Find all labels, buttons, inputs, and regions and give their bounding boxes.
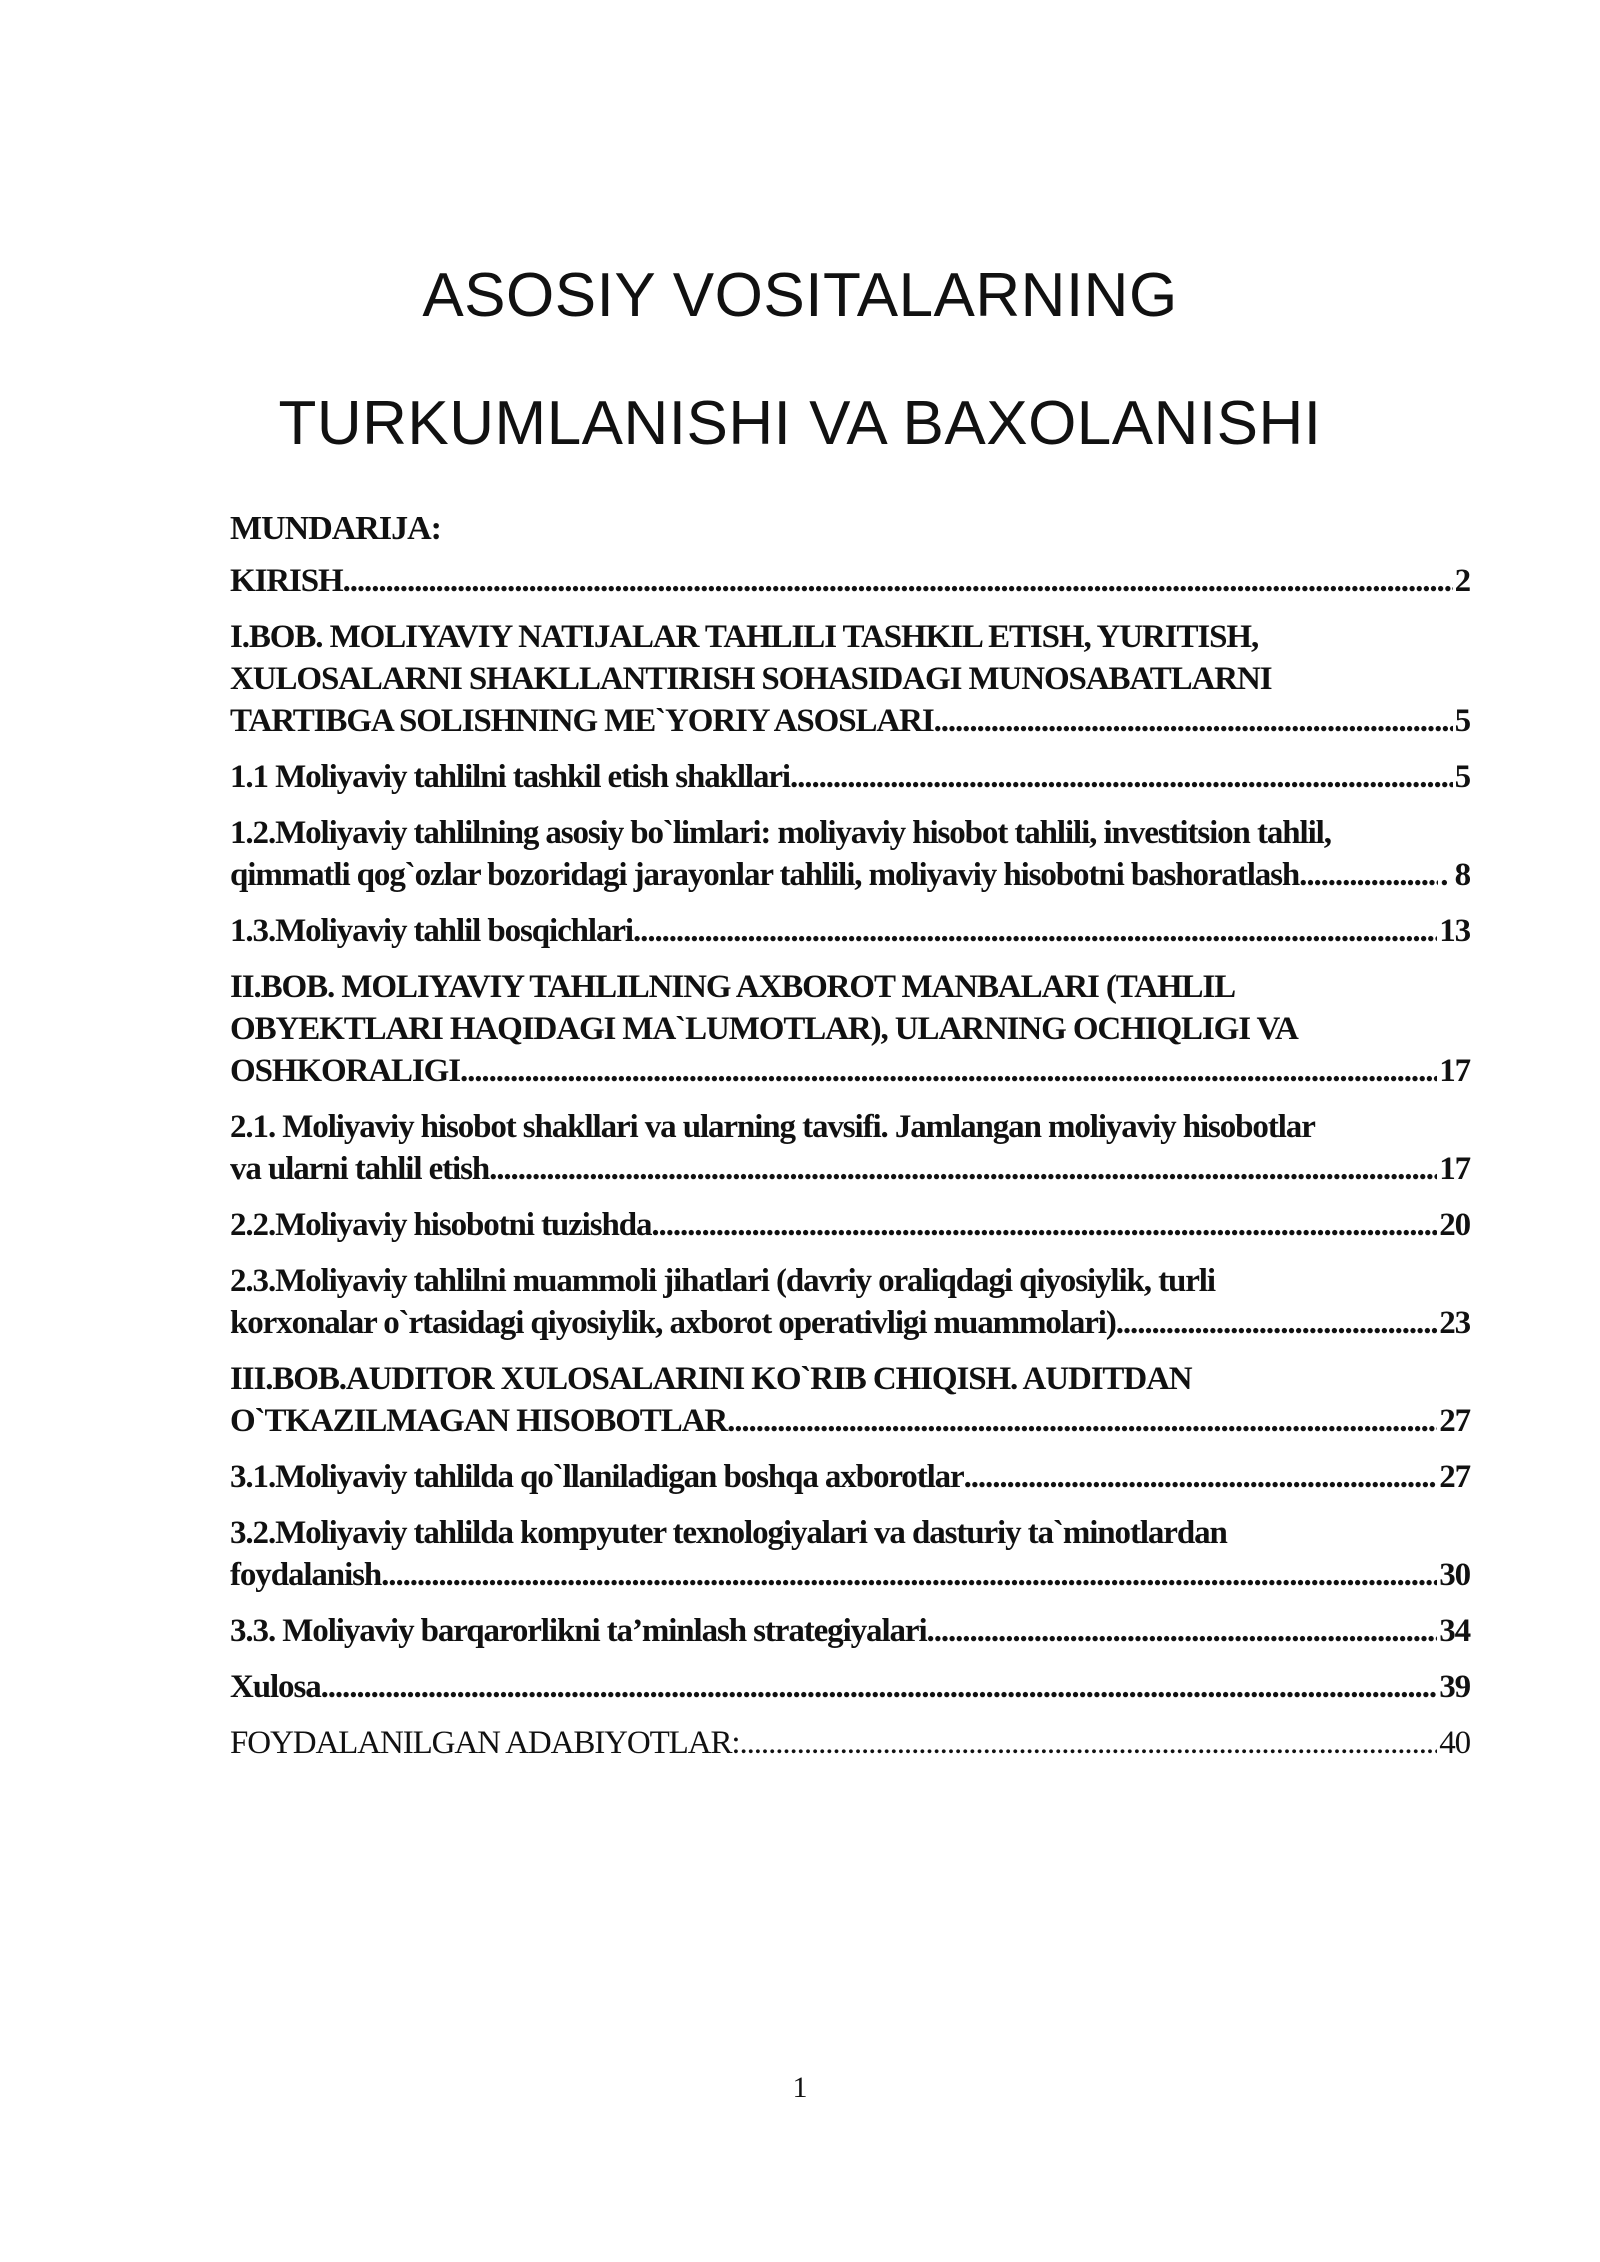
toc-entry-final-line [230,854,1470,896]
toc-entry-final-line [230,1302,1470,1344]
toc-page-number: 27 [1439,1459,1470,1495]
toc-entry-final-line [230,1050,1470,1092]
toc-entry[interactable] [230,1666,1470,1708]
toc-entry[interactable] [230,1260,1470,1344]
toc-entry[interactable] [230,966,1470,1092]
toc-dot-leader [489,1148,1437,1190]
toc-entry-title: 3.3. Moliyaviy barqarorlikni ta’minlash strategiyalari [230,1613,927,1649]
toc-entry-title: qimmatli qog`ozlar bozoridagi jarayonlar tahlili, moliyaviy hisobotni bashoratlash. [230,857,1307,893]
toc-entry-title: 3.1.Moliyaviy tahlilda qo`llaniladigan boshqa axborotlar [230,1459,964,1495]
toc-page-number: 27 [1439,1403,1470,1439]
toc-entry[interactable] [230,1722,1470,1764]
toc-entry-final-line [230,1204,1470,1246]
toc-dot-leader [927,1610,1438,1652]
toc-dot-leader [1306,854,1438,896]
toc-dot-leader [1116,1302,1437,1344]
toc-entry-line: XULOSALARNI SHAKLLANTIRISH SOHASIDAGI MUNOSABATLARNI [230,661,1272,697]
toc-entry-final-line [230,756,1470,798]
toc-entry-final-line [230,700,1470,742]
toc-page-number: 5 [1454,703,1470,739]
toc-entry-title: va ularni tahlil etish [230,1151,490,1187]
toc-page-number: 23 [1439,1305,1470,1341]
toc-entries [230,560,1470,1764]
toc-page-number: 30 [1439,1557,1470,1593]
toc-entry-final-line [230,1666,1470,1708]
toc-page-number: 17 [1439,1053,1470,1089]
page-number: 1 [792,2071,808,2104]
toc-entry-title: TARTIBGA SOLISHNING ME`YORIY ASOSLARI [230,703,934,739]
toc-dot-leader [460,1050,1437,1092]
toc-dot-leader [381,1554,1437,1596]
toc-entry-title: foydalanish [230,1557,382,1593]
toc-entry-title: FOYDALANILGAN ADABIYOTLAR: [230,1725,740,1761]
toc-entry[interactable] [230,560,1470,602]
toc-entry-final-line [230,1722,1470,1764]
toc-entry[interactable] [230,1456,1470,1498]
toc-page-number: 20 [1439,1207,1470,1243]
toc-entry[interactable] [230,812,1470,896]
toc-page-number: 34 [1439,1613,1470,1649]
toc-entry[interactable] [230,616,1470,742]
toc-entry-title: 1.1 Moliyaviy tahlilni tashkil etish shakllari [230,759,790,795]
toc-entry-title: KIRISH [230,563,343,599]
toc-dot-leader [739,1722,1437,1764]
toc-entry-line: OBYEKTLARI HAQIDAGI MA`LUMOTLAR), ULARNING OCHIQLIGI VA [230,1011,1298,1047]
toc-dot-leader [934,700,1453,742]
toc-dot-leader [343,560,1453,602]
toc-dot-leader [651,1204,1437,1246]
toc-entry-line: I.BOB. MOLIYAVIY NATIJALAR TAHLILI TASHKIL ETISH, YURITISH, [230,619,1259,655]
toc-entry[interactable] [230,756,1470,798]
toc-entry[interactable] [230,1610,1470,1652]
toc-page-number: 5 [1454,759,1470,795]
toc-entry-line: III.BOB.AUDITOR XULOSALARINI KO`RIB CHIQISH. AUDITDAN [230,1361,1192,1397]
toc-entry-line: II.BOB. MOLIYAVIY TAHLILNING AXBOROT MANBALARI (TAHLIL [230,969,1236,1005]
toc-entry-final-line [230,560,1470,602]
title-line-2: TURKUMLANISHI VA BAXOLANISHI [278,389,1322,458]
toc-entry-final-line [230,1554,1470,1596]
document-title [0,232,1600,488]
toc-entry-final-line [230,910,1470,952]
toc-page-number: . 8 [1440,857,1470,893]
toc-heading: MUNDARIJA: [230,510,441,547]
toc-dot-leader [321,1666,1438,1708]
toc-entry-final-line [230,1148,1470,1190]
toc-entry-title: korxonalar o`rtasidagi qiyosiylik, axborot operativligi muammolari) [230,1305,1116,1341]
toc-entry-final-line [230,1456,1470,1498]
toc-page-number: 13 [1439,913,1470,949]
toc-page-number: 39 [1439,1669,1470,1705]
toc-entry-line: 3.2.Moliyaviy tahlilda kompyuter texnologiyalari va dasturiy ta`minotlardan [230,1515,1227,1551]
toc-entry-line: 1.2.Moliyaviy tahlilning asosiy bo`limlari: moliyaviy hisobot tahlili, investitsion tahlil, [230,815,1331,851]
toc-dot-leader [964,1456,1438,1498]
toc-dot-leader [633,910,1437,952]
toc-page-number: 40 [1439,1725,1470,1761]
toc-entry-final-line [230,1400,1470,1442]
toc-entry-line: 2.1. Moliyaviy hisobot shakllari va ularning tavsifi. Jamlangan moliyaviy hisobotlar [230,1109,1315,1145]
toc-entry-title: O`TKAZILMAGAN HISOBOTLAR [230,1403,728,1439]
toc-entry[interactable] [230,1358,1470,1442]
toc-entry-final-line [230,1610,1470,1652]
toc-entry-line: 2.3.Moliyaviy tahlilni muammoli jihatlari (davriy oraliqdagi qiyosiylik, turli [230,1263,1215,1299]
toc-entry[interactable] [230,1204,1470,1246]
toc-entry-title: OSHKORALIGI [230,1053,460,1089]
toc-entry[interactable] [230,910,1470,952]
toc-page-number: 17 [1439,1151,1470,1187]
toc-entry[interactable] [230,1106,1470,1190]
toc-entry-title: 2.2.Moliyaviy hisobotni tuzishda [230,1207,652,1243]
table-of-contents [230,508,1470,1778]
toc-entry-title: 1.3.Moliyaviy tahlil bosqichlari [230,913,634,949]
toc-page-number: 2 [1454,563,1470,599]
toc-entry[interactable] [230,1512,1470,1596]
toc-entry-title: Xulosa [230,1669,321,1705]
toc-dot-leader [790,756,1453,798]
toc-dot-leader [727,1400,1437,1442]
title-line-1: ASOSIY VOSITALARNING [422,261,1178,330]
